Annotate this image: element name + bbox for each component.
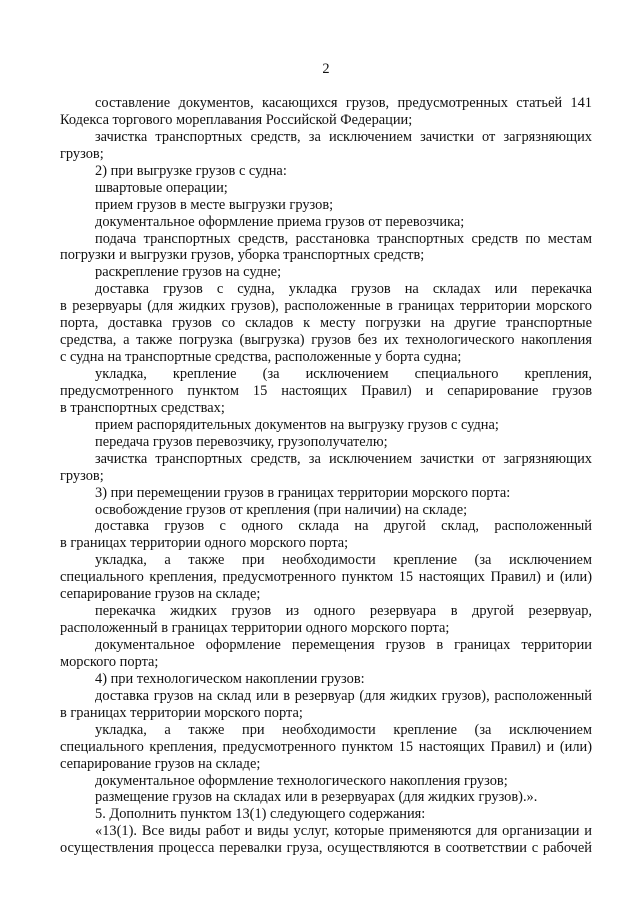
text-line: подача транспортных средств, расстановка транспортных средств по местам — [95, 230, 592, 247]
text-line: укладка, а также при необходимости крепление (за исключением — [95, 552, 592, 569]
paragraph — [60, 485, 592, 502]
text-line: перекачка жидких грузов из одного резервуара в другой резервуар, — [95, 603, 592, 620]
paragraph — [60, 434, 592, 451]
text-line: 4) при технологическом накоплении грузов: — [95, 670, 365, 687]
text-line: доставка грузов с судна, укладка грузов на складах или перекачка — [95, 281, 592, 298]
paragraph — [60, 823, 592, 857]
paragraph — [60, 214, 592, 231]
text-line: раскрепление грузов на судне; — [95, 264, 282, 281]
paragraph — [60, 366, 592, 417]
text-line: осуществления процесса перевалки груза, осуществляются в соответствии с рабочей — [60, 840, 592, 857]
paragraph — [60, 603, 592, 637]
paragraph — [60, 231, 592, 265]
paragraph — [60, 197, 592, 214]
paragraph — [60, 789, 592, 806]
text-line: доставка грузов с одного склада на другой склад, расположенный — [95, 518, 592, 535]
text-line: сепарирование грузов на складе; — [60, 586, 261, 603]
text-line: погрузки и выгрузки грузов, уборка транспортных средств; — [60, 247, 425, 264]
text-line: средства, а также погрузка (выгрузка) грузов без их технологического накопления — [60, 332, 592, 349]
paragraph — [60, 163, 592, 180]
paragraph — [60, 518, 592, 552]
paragraph — [60, 451, 592, 485]
text-line: 3) при перемещении грузов в границах территории морского порта: — [95, 484, 511, 501]
text-line: документальное оформление технологического накопления грузов; — [95, 772, 508, 789]
text-line: в границах территории одного морского порта; — [60, 535, 349, 552]
text-line: 5. Дополнить пунктом 13(1) следующего содержания: — [95, 806, 426, 823]
text-line: в транспортных средствах; — [60, 399, 225, 416]
paragraph — [60, 637, 592, 671]
text-line: швартовые операции; — [95, 179, 228, 196]
text-line: прием распорядительных документов на выгрузку грузов с судна; — [95, 416, 499, 433]
text-line: с судна на транспортные средства, расположенные у борта судна; — [60, 349, 462, 366]
text-line: 2) при выгрузке грузов с судна: — [95, 162, 287, 179]
paragraph — [60, 671, 592, 688]
paragraph — [60, 722, 592, 773]
text-line: документальное оформление приема грузов от перевозчика; — [95, 213, 465, 230]
text-line: специального крепления, предусмотренного пунктом 15 настоящих Правил) и (или) — [60, 569, 592, 586]
text-line: размещение грузов на складах или в резервуарах (для жидких грузов).». — [95, 789, 538, 806]
paragraph — [60, 129, 592, 163]
text-line: сепарирование грузов на складе; — [60, 755, 261, 772]
paragraph — [60, 688, 592, 722]
text-line: доставка грузов на склад или в резервуар (для жидких грузов), расположенный — [95, 687, 592, 704]
text-line: порта, доставка грузов со складов к месту погрузки на другие транспортные — [60, 315, 592, 332]
document-body — [60, 95, 592, 857]
text-line: передача грузов перевозчику, грузополучателю; — [95, 433, 388, 450]
text-line: документальное оформление перемещения грузов в границах территории — [95, 637, 592, 653]
page-number: 2 — [322, 61, 330, 77]
text-line: укладка, а также при необходимости крепление (за исключением — [95, 721, 592, 738]
paragraph — [60, 281, 592, 366]
text-line: «13(1). Все виды работ и виды услуг, которые применяются для организации и — [95, 823, 592, 840]
paragraph — [60, 773, 592, 790]
text-line: Кодекса торгового мореплавания Российской Федерации; — [60, 111, 413, 128]
paragraph — [60, 95, 592, 129]
paragraph — [60, 264, 592, 281]
paragraph — [60, 552, 592, 603]
text-line: прием грузов в месте выгрузки грузов; — [95, 196, 334, 213]
paragraph — [60, 502, 592, 519]
text-line: укладка, крепление (за исключением специального крепления, — [95, 366, 592, 382]
text-line: составление документов, касающихся грузов, предусмотренных статьей 141 — [95, 95, 592, 111]
text-line: в резервуары (для жидких грузов), расположенные в границах территории морского — [60, 298, 592, 315]
paragraph — [60, 417, 592, 434]
text-line: зачистка транспортных средств, за исключением зачистки от загрязняющих — [95, 128, 592, 145]
paragraph — [60, 806, 592, 823]
text-line: грузов; — [60, 467, 104, 484]
text-line: расположенный в границах территории одного морского порта; — [60, 620, 450, 637]
text-line: освобождение грузов от крепления (при наличии) на складе; — [95, 501, 468, 518]
text-line: грузов; — [60, 145, 104, 162]
text-line: в границах территории морского порта; — [60, 704, 303, 721]
text-line: специального крепления, предусмотренного пунктом 15 настоящих Правил) и (или) — [60, 738, 592, 755]
paragraph — [60, 180, 592, 197]
text-line: зачистка транспортных средств, за исключением зачистки от загрязняющих — [95, 450, 592, 467]
text-line: морского порта; — [60, 653, 159, 670]
text-line: предусмотренного пунктом 15 настоящих Правил) и сепарирование грузов — [60, 382, 592, 399]
